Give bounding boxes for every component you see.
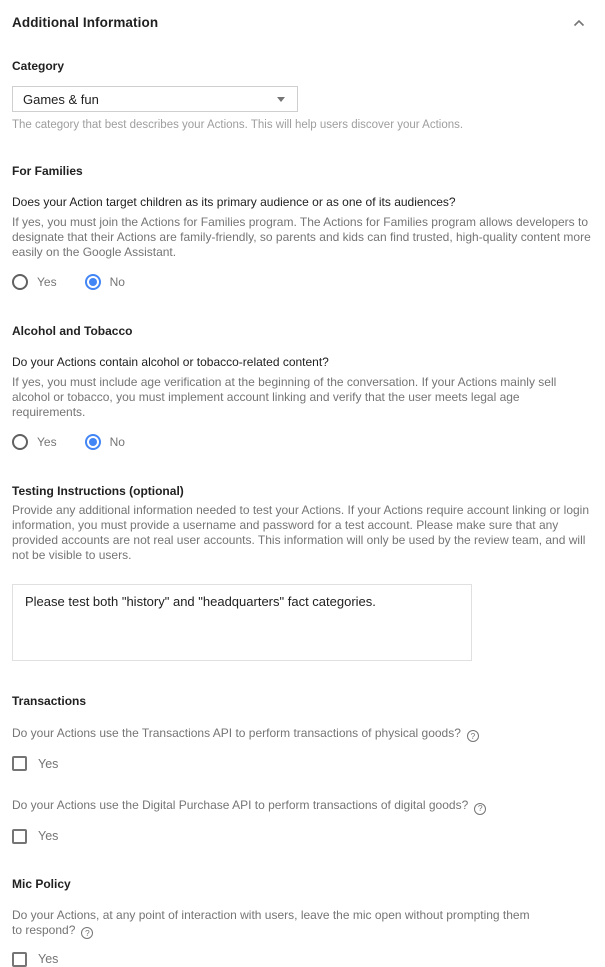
category-helper-text: The category that best describes your Actions. This will help users discover your Actions. [12,119,464,131]
checkbox-icon[interactable] [12,952,27,967]
alcohol-tobacco-question: Do your Actions contain alcohol or tobacco-related content? [12,355,329,369]
mic-policy-checkbox[interactable] [12,952,593,967]
category-select[interactable] [12,86,298,112]
mic-policy-question: Do your Actions, at any point of interaction with users, leave the mic open without prompting them to respond? ? [12,907,530,938]
transactions-physical-checkbox[interactable] [12,756,593,771]
testing-instructions-input[interactable] [12,584,472,661]
checkbox-icon[interactable] [12,756,27,771]
checkbox-icon[interactable] [12,829,27,844]
for-families-helper: If yes, you must join the Actions for Families program. The Actions for Families program allows developers to designate that their Actions are family-friendly, so parents and kids can find trusted, high-quality content more easily on the Google Assistant. [12,215,591,259]
transactions-physical-question: Do your Actions use the Transactions API to perform transactions of physical goods? ? [12,726,593,742]
help-icon[interactable]: ? [467,730,479,742]
testing-instructions-title: Testing Instructions (optional) [12,484,184,498]
radio-label: Yes [37,275,57,289]
radio-label: No [109,435,125,449]
radio-icon[interactable] [85,274,101,290]
for-families-radio-no[interactable] [85,274,125,290]
help-icon[interactable]: ? [81,927,93,939]
for-families-radio-yes[interactable] [12,274,57,290]
radio-label: Yes [37,435,57,449]
radio-icon[interactable] [85,434,101,450]
testing-instructions-helper: Provide any additional information needed to test your Actions. If your Actions require account linking or login information, you must provide a username and password for a test account. Please make sure that any provided accounts are not real user accounts. This information will only be used by the review team, and will not be visible to users. [12,503,590,562]
page-title: Additional Information [12,15,159,30]
category-label: Category [12,59,65,73]
radio-icon[interactable] [12,274,28,290]
checkbox-label: Yes [38,756,59,771]
checkbox-label: Yes [38,829,59,843]
transactions-digital-checkbox[interactable] [12,829,593,844]
radio-label: No [109,275,125,289]
alcohol-tobacco-radio-no[interactable] [85,434,125,450]
checkbox-label: Yes [38,952,59,967]
chevron-up-icon[interactable] [573,19,585,27]
transactions-title: Transactions [12,694,87,708]
help-icon[interactable]: ? [474,803,486,815]
mic-policy-title: Mic Policy [12,876,71,891]
alcohol-tobacco-radio-yes[interactable] [12,434,57,450]
for-families-radio-group [12,273,593,291]
for-families-question: Does your Action target children as its primary audience or as one of its audiences? [12,195,456,209]
dropdown-caret-icon [277,97,285,102]
alcohol-tobacco-helper: If yes, you must include age verification at the beginning of the conversation. If your Actions mainly sell alcohol or tobacco, you must implement account linking and verify that the user meets legal age requirements. [12,375,557,419]
alcohol-tobacco-title: Alcohol and Tobacco [12,324,133,338]
radio-icon[interactable] [12,434,28,450]
alcohol-tobacco-radio-group [12,433,593,451]
section-header-additional-information[interactable] [12,0,593,30]
category-selected-value: Games & fun [23,91,99,107]
for-families-title: For Families [12,164,83,178]
transactions-digital-question: Do your Actions use the Digital Purchase API to perform transactions of digital goods? ? [12,798,593,814]
